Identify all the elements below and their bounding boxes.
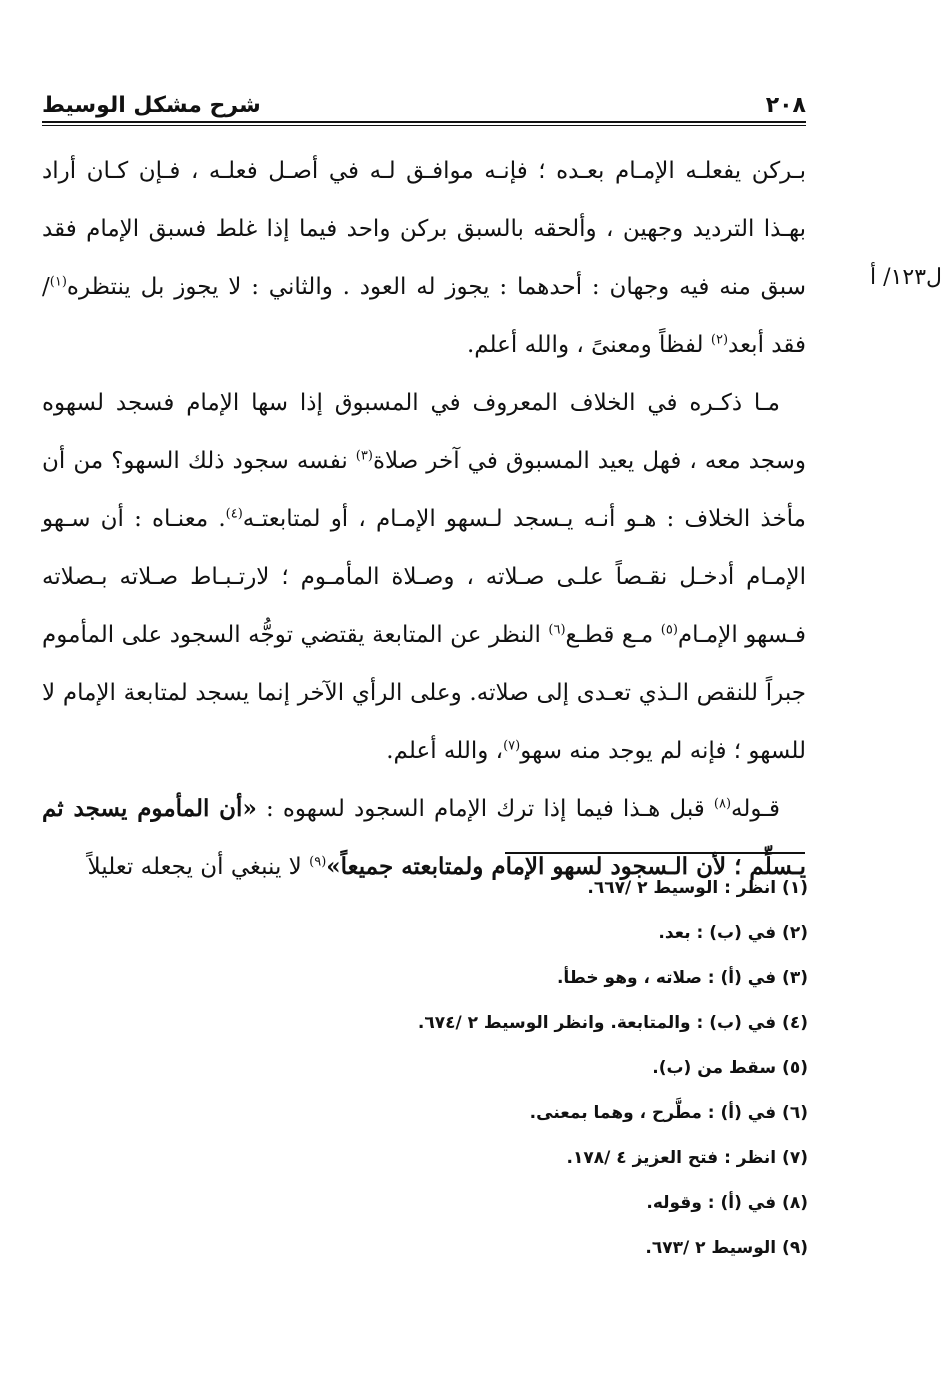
quoted-text: «أن المأموم يسجد ثم يـسلِّم ؛ لأن الـسجود لسهو الإمام ولمتابعته جميعاً» — [42, 795, 806, 880]
footnote-ref: (٤) — [225, 506, 243, 522]
footnote-ref: (٨) — [713, 796, 732, 812]
text-segment: / فقد أبعد — [42, 274, 806, 358]
text-segment: قبل هـذا فيما إذا ترك الإمام السجود لسهوه : — [256, 796, 714, 822]
main-text — [42, 142, 806, 896]
page-header — [42, 84, 806, 118]
footnote: (٩) الوسيط ٢ /٦٧٣. — [645, 1238, 808, 1258]
footnotes — [208, 866, 808, 1271]
footnote-ref: (٥) — [660, 622, 678, 638]
footnote-ref: (٣) — [355, 448, 373, 464]
text-segment: نفسه سجود ذلك السهو؟ من أن مأخذ الخلاف : هـو أنـه يـسجد لـسهو الإمـام ، أو لمتابعتـه — [42, 448, 807, 532]
text-segment: مـا ذكـره في الخلاف المعروف في المسبوق إذا سها الإمام فسجد لسهوه وسجد معه ، فهل يعيد المسبوق في آخر صلاة — [42, 390, 806, 474]
text-segment: لا ينبغي أن يجعله تعليلاً — [87, 854, 310, 880]
footnote-ref: (٢) — [710, 332, 729, 348]
footnote-ref: (١) — [49, 274, 67, 290]
footnote-divider — [505, 852, 805, 854]
text-segment: بـركن يفعلـه الإمـام بعـده ؛ فإنـه موافـق لـه في أصـل فعلـه ، فـإن كـان أراد بهـذا الترديد وجهين ، وألحقه بالسبق بركن واحد فيما إذا غلط فسبق الإمام فقد سبق منه فيه وجهان : أحدهما : يجوز له العود . والثاني : لا يجوز بل ينتظره — [42, 158, 806, 300]
text-segment: النظر عن المتابعة يقتضي توجُّه السجود على المأموم جبراً للنقص الـذي تعـدى إلى صلاته. وعلى الرأي الآخر إنما يسجد لمتابعة الإمام لا للسهو ؛ فإنه لم يوجد منه سهو — [42, 622, 806, 764]
footnote: (٦) في (أ) : مطَّرح ، وهما بمعنى. — [529, 1103, 808, 1123]
text-segment: لفظاً ومعنىً ، والله أعلم. — [466, 332, 711, 358]
book-title: شرح مشكل الوسيط — [42, 93, 261, 118]
footnote: (١) انظر : الوسيط ٢ /٦٦٧. — [587, 878, 808, 898]
paragraph — [42, 374, 806, 780]
text-segment: قـوله — [731, 796, 780, 822]
text-segment: مـع قطـع — [565, 622, 661, 648]
footnote: (٥) سقط من (ب). — [652, 1058, 808, 1078]
text-segment: . معنـاه : أن سـهو الإمـام أدخـل نقـصاً علـى صـلاته ، وصـلاة المأمـوم ؛ لارتـبـاط صـلاته بـصلاته فـسهو الإمـام — [42, 506, 807, 648]
footnote: (٢) في (ب) : بعد. — [658, 923, 808, 943]
footnote: (٣) في (أ) : صلاته ، وهو خطأ. — [556, 968, 808, 988]
manuscript-folio-note: ل١٢٣/ أ — [870, 265, 942, 290]
text-segment: ، والله أعلم. — [386, 738, 504, 764]
page-number: ٢٠٨ — [765, 93, 806, 118]
paragraph — [42, 142, 806, 374]
header-divider — [42, 121, 806, 126]
footnote: (٧) انظر : فتح العزيز ٤ /١٧٨. — [566, 1148, 808, 1168]
footnote: (٤) في (ب) : والمتابعة. وانظر الوسيط ٢ /٦٧٤. — [417, 1013, 808, 1033]
footnote-ref: (٦) — [548, 622, 566, 638]
footnote-ref: (٩) — [309, 854, 327, 870]
footnote: (٨) في (أ) : وقوله. — [646, 1193, 808, 1213]
footnote-ref: (٧) — [503, 738, 521, 754]
